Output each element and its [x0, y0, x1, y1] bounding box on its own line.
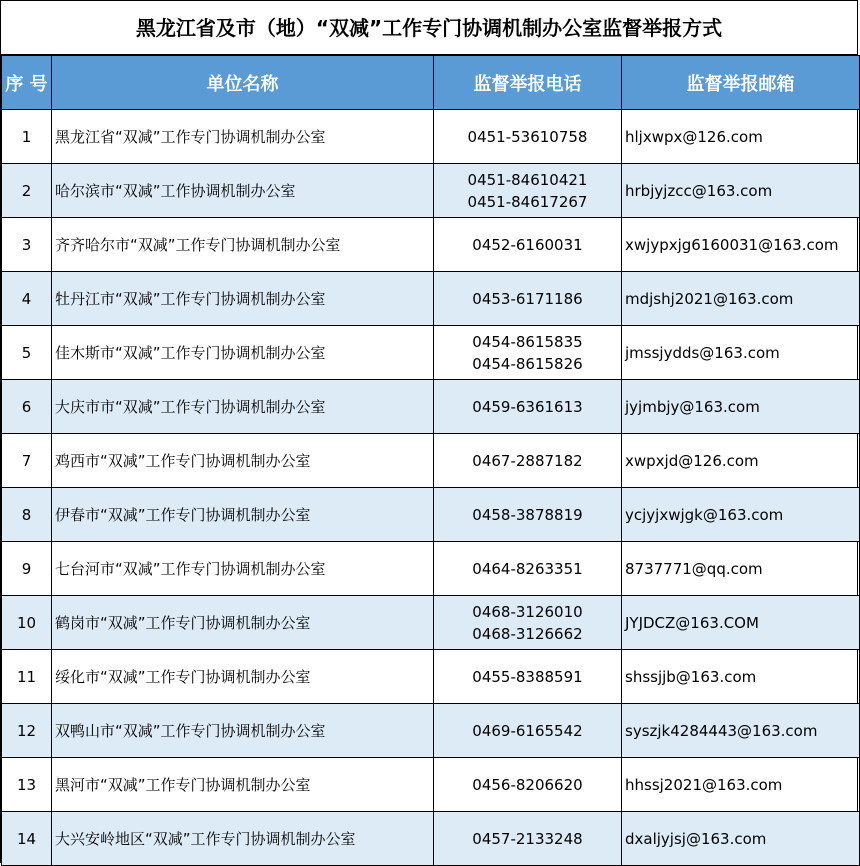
unit-name: 绥化市“双减”工作专门协调机制办公室 — [52, 650, 434, 704]
report-phone-cell — [434, 272, 622, 326]
row-index: 14 — [2, 812, 52, 866]
table-row — [2, 542, 860, 596]
report-phone-cell — [434, 326, 622, 380]
table-row — [2, 326, 860, 380]
report-phone: 0464-8263351 — [472, 559, 583, 578]
unit-name: 齐齐哈尔市“双减”工作专门协调机制办公室 — [52, 218, 434, 272]
report-email[interactable]: xwpxjd@126.com — [622, 434, 860, 488]
report-table — [1, 55, 860, 866]
unit-name: 双鸭山市“双减”工作专门协调机制办公室 — [52, 704, 434, 758]
row-index: 4 — [2, 272, 52, 326]
report-phone: 0451-53610758 — [467, 127, 588, 146]
report-email[interactable]: jmssjydds@163.com — [622, 326, 860, 380]
table-row — [2, 812, 860, 866]
report-phone-cell — [434, 488, 622, 542]
row-index: 8 — [2, 488, 52, 542]
report-phone: 0454-8615826 — [472, 354, 583, 373]
report-phone-cell — [434, 434, 622, 488]
report-phone-cell — [434, 650, 622, 704]
report-phone: 0468-3126010 — [472, 602, 583, 621]
report-phone-cell — [434, 110, 622, 164]
unit-name: 黑龙江省“双减”工作专门协调机制办公室 — [52, 110, 434, 164]
row-index: 6 — [2, 380, 52, 434]
row-index: 5 — [2, 326, 52, 380]
report-phone: 0451-84617267 — [467, 192, 588, 211]
table-row — [2, 164, 860, 218]
report-phone: 0469-6165542 — [472, 721, 583, 740]
header-email: 监督举报邮箱 — [622, 56, 860, 110]
report-phone-cell — [434, 218, 622, 272]
table-header-row — [2, 56, 860, 110]
report-email[interactable]: dxaljyjsj@163.com — [622, 812, 860, 866]
report-phone-cell — [434, 380, 622, 434]
table-row — [2, 650, 860, 704]
unit-name: 牡丹江市“双减”工作专门协调机制办公室 — [52, 272, 434, 326]
row-index: 11 — [2, 650, 52, 704]
report-email[interactable]: syszjk4284443@163.com — [622, 704, 860, 758]
report-phone: 0452-6160031 — [472, 235, 583, 254]
report-email[interactable]: jyjmbjy@163.com — [622, 380, 860, 434]
table-row — [2, 380, 860, 434]
report-phone-cell — [434, 164, 622, 218]
report-phone: 0467-2887182 — [472, 451, 583, 470]
report-email[interactable]: 8737771@qq.com — [622, 542, 860, 596]
report-email[interactable]: hrbjyjzcc@163.com — [622, 164, 860, 218]
unit-name: 佳木斯市“双减”工作专门协调机制办公室 — [52, 326, 434, 380]
report-phone-cell — [434, 596, 622, 650]
row-index: 10 — [2, 596, 52, 650]
report-phone: 0457-2133248 — [472, 829, 583, 848]
table-row — [2, 758, 860, 812]
report-phone: 0459-6361613 — [472, 397, 583, 416]
report-phone: 0455-8388591 — [472, 667, 583, 686]
report-phone-cell — [434, 758, 622, 812]
report-phone-cell — [434, 704, 622, 758]
table-row — [2, 488, 860, 542]
table-row — [2, 110, 860, 164]
report-phone-cell — [434, 812, 622, 866]
row-index: 3 — [2, 218, 52, 272]
report-email[interactable]: hhssj2021@163.com — [622, 758, 860, 812]
unit-name: 鸡西市“双减”工作专门协调机制办公室 — [52, 434, 434, 488]
report-phone: 0451-84610421 — [467, 170, 588, 189]
table-row — [2, 596, 860, 650]
header-index: 序 号 — [2, 56, 52, 110]
unit-name: 大庆市市“双减”工作专门协调机制办公室 — [52, 380, 434, 434]
unit-name: 哈尔滨市“双减”工作协调机制办公室 — [52, 164, 434, 218]
table-row — [2, 434, 860, 488]
unit-name: 七台河市“双减”工作专门协调机制办公室 — [52, 542, 434, 596]
page-title: 黑龙江省及市（地）“双减”工作专门协调机制办公室监督举报方式 — [1, 1, 857, 55]
report-phone-cell — [434, 542, 622, 596]
row-index: 2 — [2, 164, 52, 218]
report-email[interactable]: ycjyjxwjgk@163.com — [622, 488, 860, 542]
table-row — [2, 272, 860, 326]
report-email[interactable]: mdjshj2021@163.com — [622, 272, 860, 326]
report-phone: 0453-6171186 — [472, 289, 583, 308]
unit-name: 伊春市“双减”工作专门协调机制办公室 — [52, 488, 434, 542]
row-index: 12 — [2, 704, 52, 758]
report-email[interactable]: shssjjb@163.com — [622, 650, 860, 704]
report-phone: 0454-8615835 — [472, 332, 583, 351]
row-index: 1 — [2, 110, 52, 164]
report-phone: 0468-3126662 — [472, 624, 583, 643]
unit-name: 黑河市“双减”工作专门协调机制办公室 — [52, 758, 434, 812]
report-email[interactable]: JYJDCZ@163.COM — [622, 596, 860, 650]
row-index: 13 — [2, 758, 52, 812]
report-email[interactable]: xwjypxjg6160031@163.com — [622, 218, 860, 272]
table-body — [2, 110, 860, 866]
report-phone: 0458-3878819 — [472, 505, 583, 524]
report-email[interactable]: hljxwpx@126.com — [622, 110, 860, 164]
header-name: 单位名称 — [52, 56, 434, 110]
unit-name: 鹤岗市“双减”工作专门协调机制办公室 — [52, 596, 434, 650]
row-index: 7 — [2, 434, 52, 488]
table-row — [2, 218, 860, 272]
report-phone: 0456-8206620 — [472, 775, 583, 794]
header-phone: 监督举报电话 — [434, 56, 622, 110]
unit-name: 大兴安岭地区“双减”工作专门协调机制办公室 — [52, 812, 434, 866]
table-row — [2, 704, 860, 758]
row-index: 9 — [2, 542, 52, 596]
